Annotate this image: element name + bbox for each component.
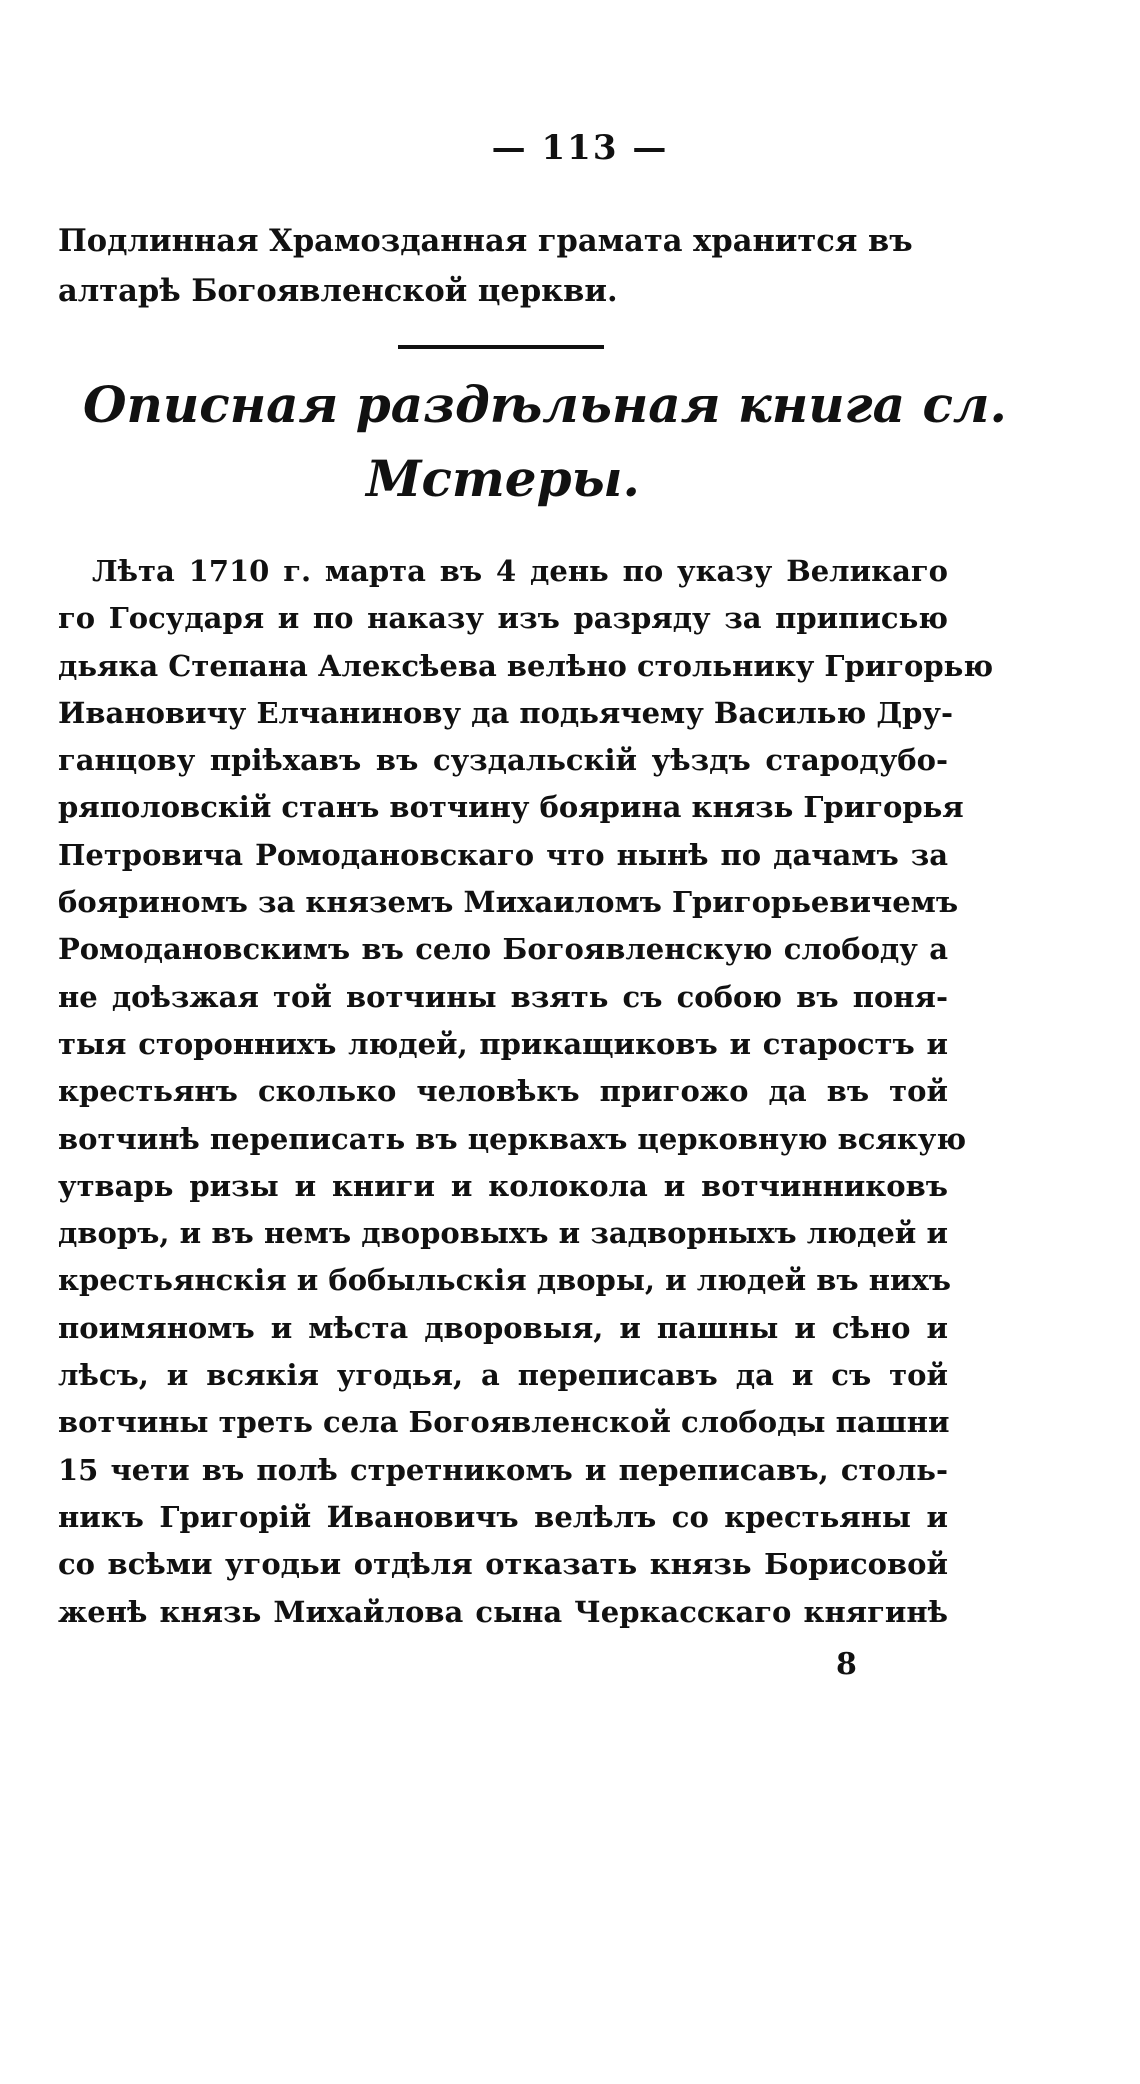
body-line: дворъ, и въ немъ дворовыхъ и задворныхъ людей и xyxy=(58,1216,948,1251)
body-line: Петровича Ромодановскаго что нынѣ по дачамъ за xyxy=(58,837,948,872)
note-line: алтарѣ Богоявленской церкви. xyxy=(58,273,618,309)
signature-mark: 8 xyxy=(836,1647,857,1682)
body-line: вотчинѣ переписать въ церквахъ церковную всякую xyxy=(58,1121,967,1156)
body-line: никъ Григорій Ивановичъ велѣлъ со крестьяны и xyxy=(58,1499,948,1534)
section-divider xyxy=(398,345,604,349)
body-line: лѣсъ, и всякія угодья, а переписавъ да и съ той xyxy=(58,1358,948,1393)
note-paragraph xyxy=(58,216,948,316)
body-line: Ивановичу Елчанинову да подьячему Василью Дру- xyxy=(58,695,953,730)
body-line: женѣ князь Михайлова сына Черкасскаго княгинѣ xyxy=(58,1594,948,1629)
heading-line: Описная раздѣльная книга сл. xyxy=(83,375,1007,434)
body-line: ганцову пріѣхавъ въ суздальскій уѣздъ стародубо- xyxy=(58,743,948,778)
body-line: 15 чети въ полѣ стретникомъ и переписавъ, столь- xyxy=(58,1452,948,1487)
body-line: дьяка Степана Алексѣева велѣно стольнику Григорью xyxy=(58,648,994,683)
body-paragraph xyxy=(58,548,994,1636)
body-line: не доѣзжая той вотчины взять съ собою въ поня- xyxy=(58,979,948,1014)
body-line: крестьянскія и бобыльскія дворы, и людей въ нихъ xyxy=(58,1263,952,1298)
body-line: крестьянъ сколько человѣкъ пригожо да въ той xyxy=(58,1074,948,1109)
section-heading xyxy=(58,368,1007,516)
body-line: го Государя и по наказу изъ разряду за приписью xyxy=(58,601,948,636)
body-line: вотчины треть села Богоявленской слободы пашни xyxy=(58,1405,950,1440)
body-line: поимяномъ и мѣста дворовыя, и пашны и сѣно и xyxy=(58,1310,948,1345)
body-line: Ромодановскимъ въ село Богоявленскую слободу а xyxy=(58,932,948,967)
body-line: со всѣми угодьи отдѣля отказать князь Борисовой xyxy=(58,1547,948,1582)
body-line: бояриномъ за княземъ Михаиломъ Григорьевичемъ xyxy=(58,885,959,920)
body-line: ряполовскій станъ вотчину боярина князь Григорья xyxy=(58,790,964,825)
body-line: тыя стороннихъ людей, прикащиковъ и старостъ и xyxy=(58,1026,948,1061)
note-line: Подлинная Храмозданная грамата хранится въ xyxy=(58,223,913,259)
body-line: Лѣта 1710 г. марта въ 4 день по указу Великаго xyxy=(92,554,948,588)
page-number: — 113 — xyxy=(491,128,669,168)
heading-line: Мстеры. xyxy=(366,449,640,508)
body-line: утварь ризы и книги и колокола и вотчинниковъ xyxy=(58,1168,948,1203)
